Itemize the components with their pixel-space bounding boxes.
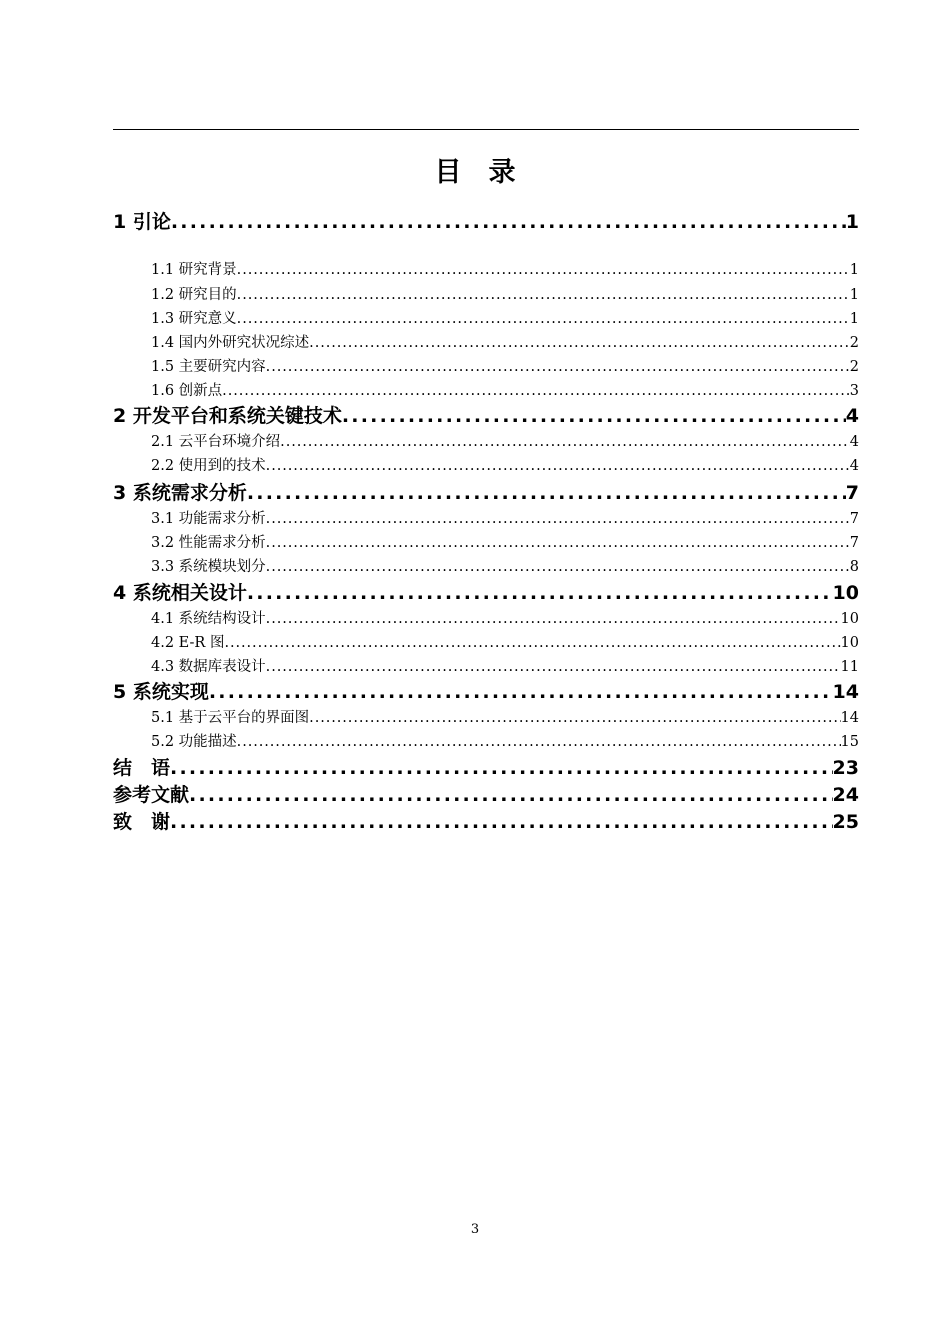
toc-entry-label: 5.2 功能描述 (151, 734, 237, 750)
toc-section-entry[interactable] (113, 430, 859, 451)
toc-entry-page: 4 (845, 405, 859, 427)
toc-entry-page: 2 (849, 335, 859, 351)
toc-entry-page: 10 (840, 611, 859, 627)
toc-entry-page: 1 (849, 287, 859, 303)
toc-dot-leader (171, 211, 846, 233)
toc-entry-label: 2.2 使用到的技术 (151, 458, 266, 474)
toc-section-entry[interactable] (113, 607, 859, 628)
toc-entry-page: 14 (840, 710, 859, 726)
toc-entry-page: 7 (849, 511, 859, 527)
toc-section-entry[interactable] (113, 730, 859, 751)
toc-entry-label: 2 开发平台和系统关键技术 (113, 405, 342, 427)
toc-dot-leader (309, 710, 840, 726)
toc-entry-label: 结 语 (113, 757, 171, 779)
toc-entry-page: 10 (840, 635, 859, 651)
toc-entry-page: 4 (849, 434, 859, 450)
toc-section-entry[interactable] (113, 258, 859, 279)
toc-dot-leader (266, 535, 850, 551)
toc-section-entry[interactable] (113, 379, 859, 400)
toc-entry-label: 3.3 系统模块划分 (151, 559, 266, 575)
header-rule (113, 129, 859, 130)
toc-dot-leader (342, 405, 846, 427)
toc-entry-label: 3 系统需求分析 (113, 482, 247, 504)
toc-dot-leader (247, 482, 846, 504)
toc-chapter-entry[interactable] (113, 677, 859, 704)
toc-section-entry[interactable] (113, 631, 859, 652)
toc-section-entry[interactable] (113, 655, 859, 676)
toc-dot-leader (266, 511, 850, 527)
toc-entry-label: 1.1 研究背景 (151, 262, 237, 278)
toc-section-entry[interactable] (113, 507, 859, 528)
toc-dot-leader (237, 734, 841, 750)
toc-title-text: 目 录 (434, 157, 516, 188)
toc-entry-label: 2.1 云平台环境介绍 (151, 434, 281, 450)
toc-entry-page: 7 (845, 482, 859, 504)
toc-dot-leader (266, 559, 850, 575)
toc-entry-page: 1 (845, 211, 859, 233)
toc-section-entry[interactable] (113, 454, 859, 475)
toc-chapter-entry[interactable] (113, 207, 859, 234)
toc-dot-leader (222, 383, 850, 399)
toc-entry-label: 5 系统实现 (113, 681, 209, 703)
toc-entry-label: 4.1 系统结构设计 (151, 611, 266, 627)
toc-entry-page: 7 (849, 535, 859, 551)
toc-entry-page: 11 (840, 659, 859, 675)
toc-entry-label: 1 引论 (113, 211, 171, 233)
toc-section-entry[interactable] (113, 331, 859, 352)
page-number: 3 (470, 1222, 480, 1237)
toc-dot-leader (309, 335, 850, 351)
toc-entry-page: 4 (849, 458, 859, 474)
toc-section-entry[interactable] (113, 307, 859, 328)
toc-dot-leader (189, 784, 833, 806)
toc-chapter-entry[interactable] (113, 478, 859, 505)
toc-section-entry[interactable] (113, 531, 859, 552)
toc-entry-label: 4 系统相关设计 (113, 582, 247, 604)
toc-chapter-entry[interactable] (113, 753, 859, 780)
toc-dot-leader (266, 359, 850, 375)
toc-entry-page: 15 (840, 734, 859, 750)
toc-entry-label: 致 谢 (113, 811, 171, 833)
toc-entry-label: 3.1 功能需求分析 (151, 511, 266, 527)
toc-section-entry[interactable] (113, 355, 859, 376)
toc-dot-leader (170, 811, 833, 833)
toc-entry-label: 1.3 研究意义 (151, 311, 237, 327)
toc-entry-label: 1.6 创新点 (151, 383, 223, 399)
toc-dot-leader (209, 681, 833, 703)
toc-entry-page: 23 (832, 757, 859, 779)
toc-entry-page: 10 (832, 582, 859, 604)
toc-dot-leader (224, 635, 840, 651)
toc-entry-label: 1.2 研究目的 (151, 287, 237, 303)
toc-entry-page: 1 (849, 262, 859, 278)
toc-dot-leader (237, 287, 850, 303)
toc-chapter-entry[interactable] (113, 401, 859, 428)
toc-entry-label: 参考文献 (113, 784, 190, 806)
toc-dot-leader (237, 262, 850, 278)
toc-dot-leader (266, 659, 841, 675)
toc-entry-page: 8 (849, 559, 859, 575)
toc-dot-leader (266, 458, 850, 474)
toc-section-entry[interactable] (113, 283, 859, 304)
toc-dot-leader (266, 611, 841, 627)
toc-title (0, 150, 950, 189)
toc-dot-leader (237, 311, 850, 327)
toc-chapter-entry[interactable] (113, 780, 859, 807)
toc-section-entry[interactable] (113, 555, 859, 576)
toc-entry-label: 4.3 数据库表设计 (151, 659, 266, 675)
toc-entry-label: 3.2 性能需求分析 (151, 535, 266, 551)
toc-entry-page: 25 (832, 811, 859, 833)
toc-entry-label: 1.5 主要研究内容 (151, 359, 266, 375)
toc-entry-page: 1 (849, 311, 859, 327)
toc-dot-leader (170, 757, 833, 779)
toc-chapter-entry[interactable] (113, 578, 859, 605)
toc-dot-leader (280, 434, 850, 450)
toc-section-entry[interactable] (113, 706, 859, 727)
toc-entry-label: 4.2 E-R 图 (151, 635, 225, 651)
toc-entry-page: 24 (832, 784, 859, 806)
toc-entry-label: 1.4 国内外研究状况综述 (151, 335, 310, 351)
toc-dot-leader (247, 582, 833, 604)
toc-entry-page: 2 (849, 359, 859, 375)
toc-entry-page: 14 (832, 681, 859, 703)
toc-entry-page: 3 (849, 383, 859, 399)
toc-entry-label: 5.1 基于云平台的界面图 (151, 710, 310, 726)
toc-chapter-entry[interactable] (113, 807, 859, 834)
